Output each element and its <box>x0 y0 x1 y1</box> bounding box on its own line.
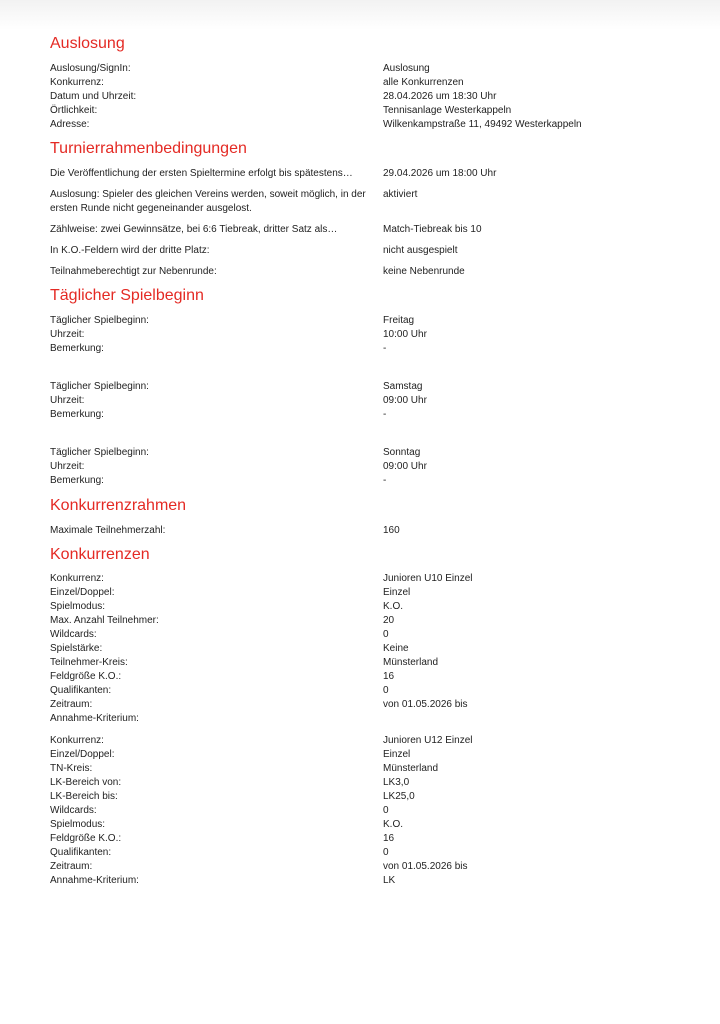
row-label: Maximale Teilnehmerzahl: <box>50 525 166 536</box>
row-value: - <box>383 475 387 486</box>
row-label: Wildcards: <box>50 805 97 816</box>
row-value: 160 <box>383 525 400 536</box>
row-value: 0 <box>383 847 389 858</box>
row-label: Konkurrenz: <box>50 77 104 88</box>
row-value: Freitag <box>383 315 415 326</box>
row-label: Zeitraum: <box>50 699 93 710</box>
row-label: Konkurrenz: <box>50 735 104 746</box>
row-label: Auslosung/SignIn: <box>50 63 131 74</box>
row-label: Zählweise: zwei Gewinnsätze, bei 6:6 Tiebreak, dritter Satz als… <box>50 224 338 235</box>
row-label: Qualifikanten: <box>50 685 112 696</box>
row-value: Wilkenkampstraße 11, 49492 Westerkappeln <box>383 119 582 130</box>
row-value: 0 <box>383 629 389 640</box>
section-title-auslosung: Auslosung <box>50 35 125 52</box>
row-label: Spielmodus: <box>50 601 106 612</box>
row-value: - <box>383 409 387 420</box>
row-label: Uhrzeit: <box>50 461 85 472</box>
row-value: 10:00 Uhr <box>383 329 427 340</box>
row-label: Bemerkung: <box>50 343 104 354</box>
row-value: Münsterland <box>383 763 439 774</box>
row-value: 20 <box>383 615 395 626</box>
row-value: 0 <box>383 805 389 816</box>
row-label: Bemerkung: <box>50 475 104 486</box>
row-value: Tennisanlage Westerkappeln <box>383 105 512 116</box>
row-value: alle Konkurrenzen <box>383 77 464 88</box>
row-value: Einzel <box>383 749 411 760</box>
section-title-turnier: Turnierrahmenbedingungen <box>50 140 247 157</box>
row-value: Junioren U12 Einzel <box>383 735 473 746</box>
row-label: Örtlichkeit: <box>50 105 98 116</box>
row-label: Qualifikanten: <box>50 847 112 858</box>
row-label: Spielmodus: <box>50 819 106 830</box>
row-label: Spielstärke: <box>50 643 103 654</box>
row-value: von 01.05.2026 bis <box>383 861 468 872</box>
row-label: Zeitraum: <box>50 861 93 872</box>
row-label: Uhrzeit: <box>50 329 85 340</box>
row-label: LK-Bereich von: <box>50 777 122 788</box>
row-label: Einzel/Doppel: <box>50 587 115 598</box>
row-label: Max. Anzahl Teilnehmer: <box>50 615 159 626</box>
row-label: Annahme-Kriterium: <box>50 875 139 886</box>
section-title-rahmen: Konkurrenzrahmen <box>50 497 187 514</box>
row-label: Annahme-Kriterium: <box>50 713 139 724</box>
row-label: Feldgröße K.O.: <box>50 833 122 844</box>
row-value: Match-Tiebreak bis 10 <box>383 224 482 235</box>
row-label: TN-Kreis: <box>50 763 93 774</box>
row-label: Bemerkung: <box>50 409 104 420</box>
section-title-spielbeginn: Täglicher Spielbeginn <box>50 287 204 304</box>
row-label: Feldgröße K.O.: <box>50 671 122 682</box>
row-value: 0 <box>383 685 389 696</box>
row-label: Adresse: <box>50 119 90 130</box>
row-value: 29.04.2026 um 18:00 Uhr <box>383 168 497 179</box>
row-value: keine Nebenrunde <box>383 266 465 277</box>
row-label: Konkurrenz: <box>50 573 104 584</box>
row-value: nicht ausgespielt <box>383 245 458 256</box>
row-value: von 01.05.2026 bis <box>383 699 468 710</box>
row-label: Die Veröffentlichung der ersten Spieltermine erfolgt bis spätestens… <box>50 168 353 179</box>
row-value: 16 <box>383 833 395 844</box>
row-value: Einzel <box>383 587 411 598</box>
row-value: Sonntag <box>383 447 421 458</box>
row-label: Täglicher Spielbeginn: <box>50 447 149 458</box>
row-label: Einzel/Doppel: <box>50 749 115 760</box>
row-label: Teilnahmeberechtigt zur Nebenrunde: <box>50 266 217 277</box>
row-value: Junioren U10 Einzel <box>383 573 473 584</box>
row-value: - <box>383 343 387 354</box>
section-title-konkurrenzen: Konkurrenzen <box>50 546 150 563</box>
row-value: K.O. <box>383 601 404 612</box>
top-bar <box>0 0 720 30</box>
row-label: Uhrzeit: <box>50 395 85 406</box>
row-label: Auslosung: Spieler des gleichen Vereins werden, soweit möglich, in der ersten Runde nicht gegeneinander ausgelost. <box>50 189 366 214</box>
row-value: 09:00 Uhr <box>383 461 427 472</box>
row-label: Wildcards: <box>50 629 97 640</box>
row-value: 28.04.2026 um 18:30 Uhr <box>383 91 497 102</box>
row-label: Teilnehmer-Kreis: <box>50 657 128 668</box>
row-label: Täglicher Spielbeginn: <box>50 315 149 326</box>
row-label: LK-Bereich bis: <box>50 791 118 802</box>
row-value: 09:00 Uhr <box>383 395 427 406</box>
row-value: Keine <box>383 643 409 654</box>
row-value: Samstag <box>383 381 423 392</box>
row-value: LK3,0 <box>383 777 410 788</box>
row-value: LK25,0 <box>383 791 415 802</box>
row-value: 16 <box>383 671 395 682</box>
row-value: aktiviert <box>383 189 418 200</box>
row-value: Auslosung <box>383 63 430 74</box>
row-label: Datum und Uhrzeit: <box>50 91 137 102</box>
row-label: In K.O.-Feldern wird der dritte Platz: <box>50 245 210 256</box>
row-value: Münsterland <box>383 657 439 668</box>
row-label: Täglicher Spielbeginn: <box>50 381 149 392</box>
row-value: LK <box>383 875 396 886</box>
row-value: K.O. <box>383 819 404 830</box>
